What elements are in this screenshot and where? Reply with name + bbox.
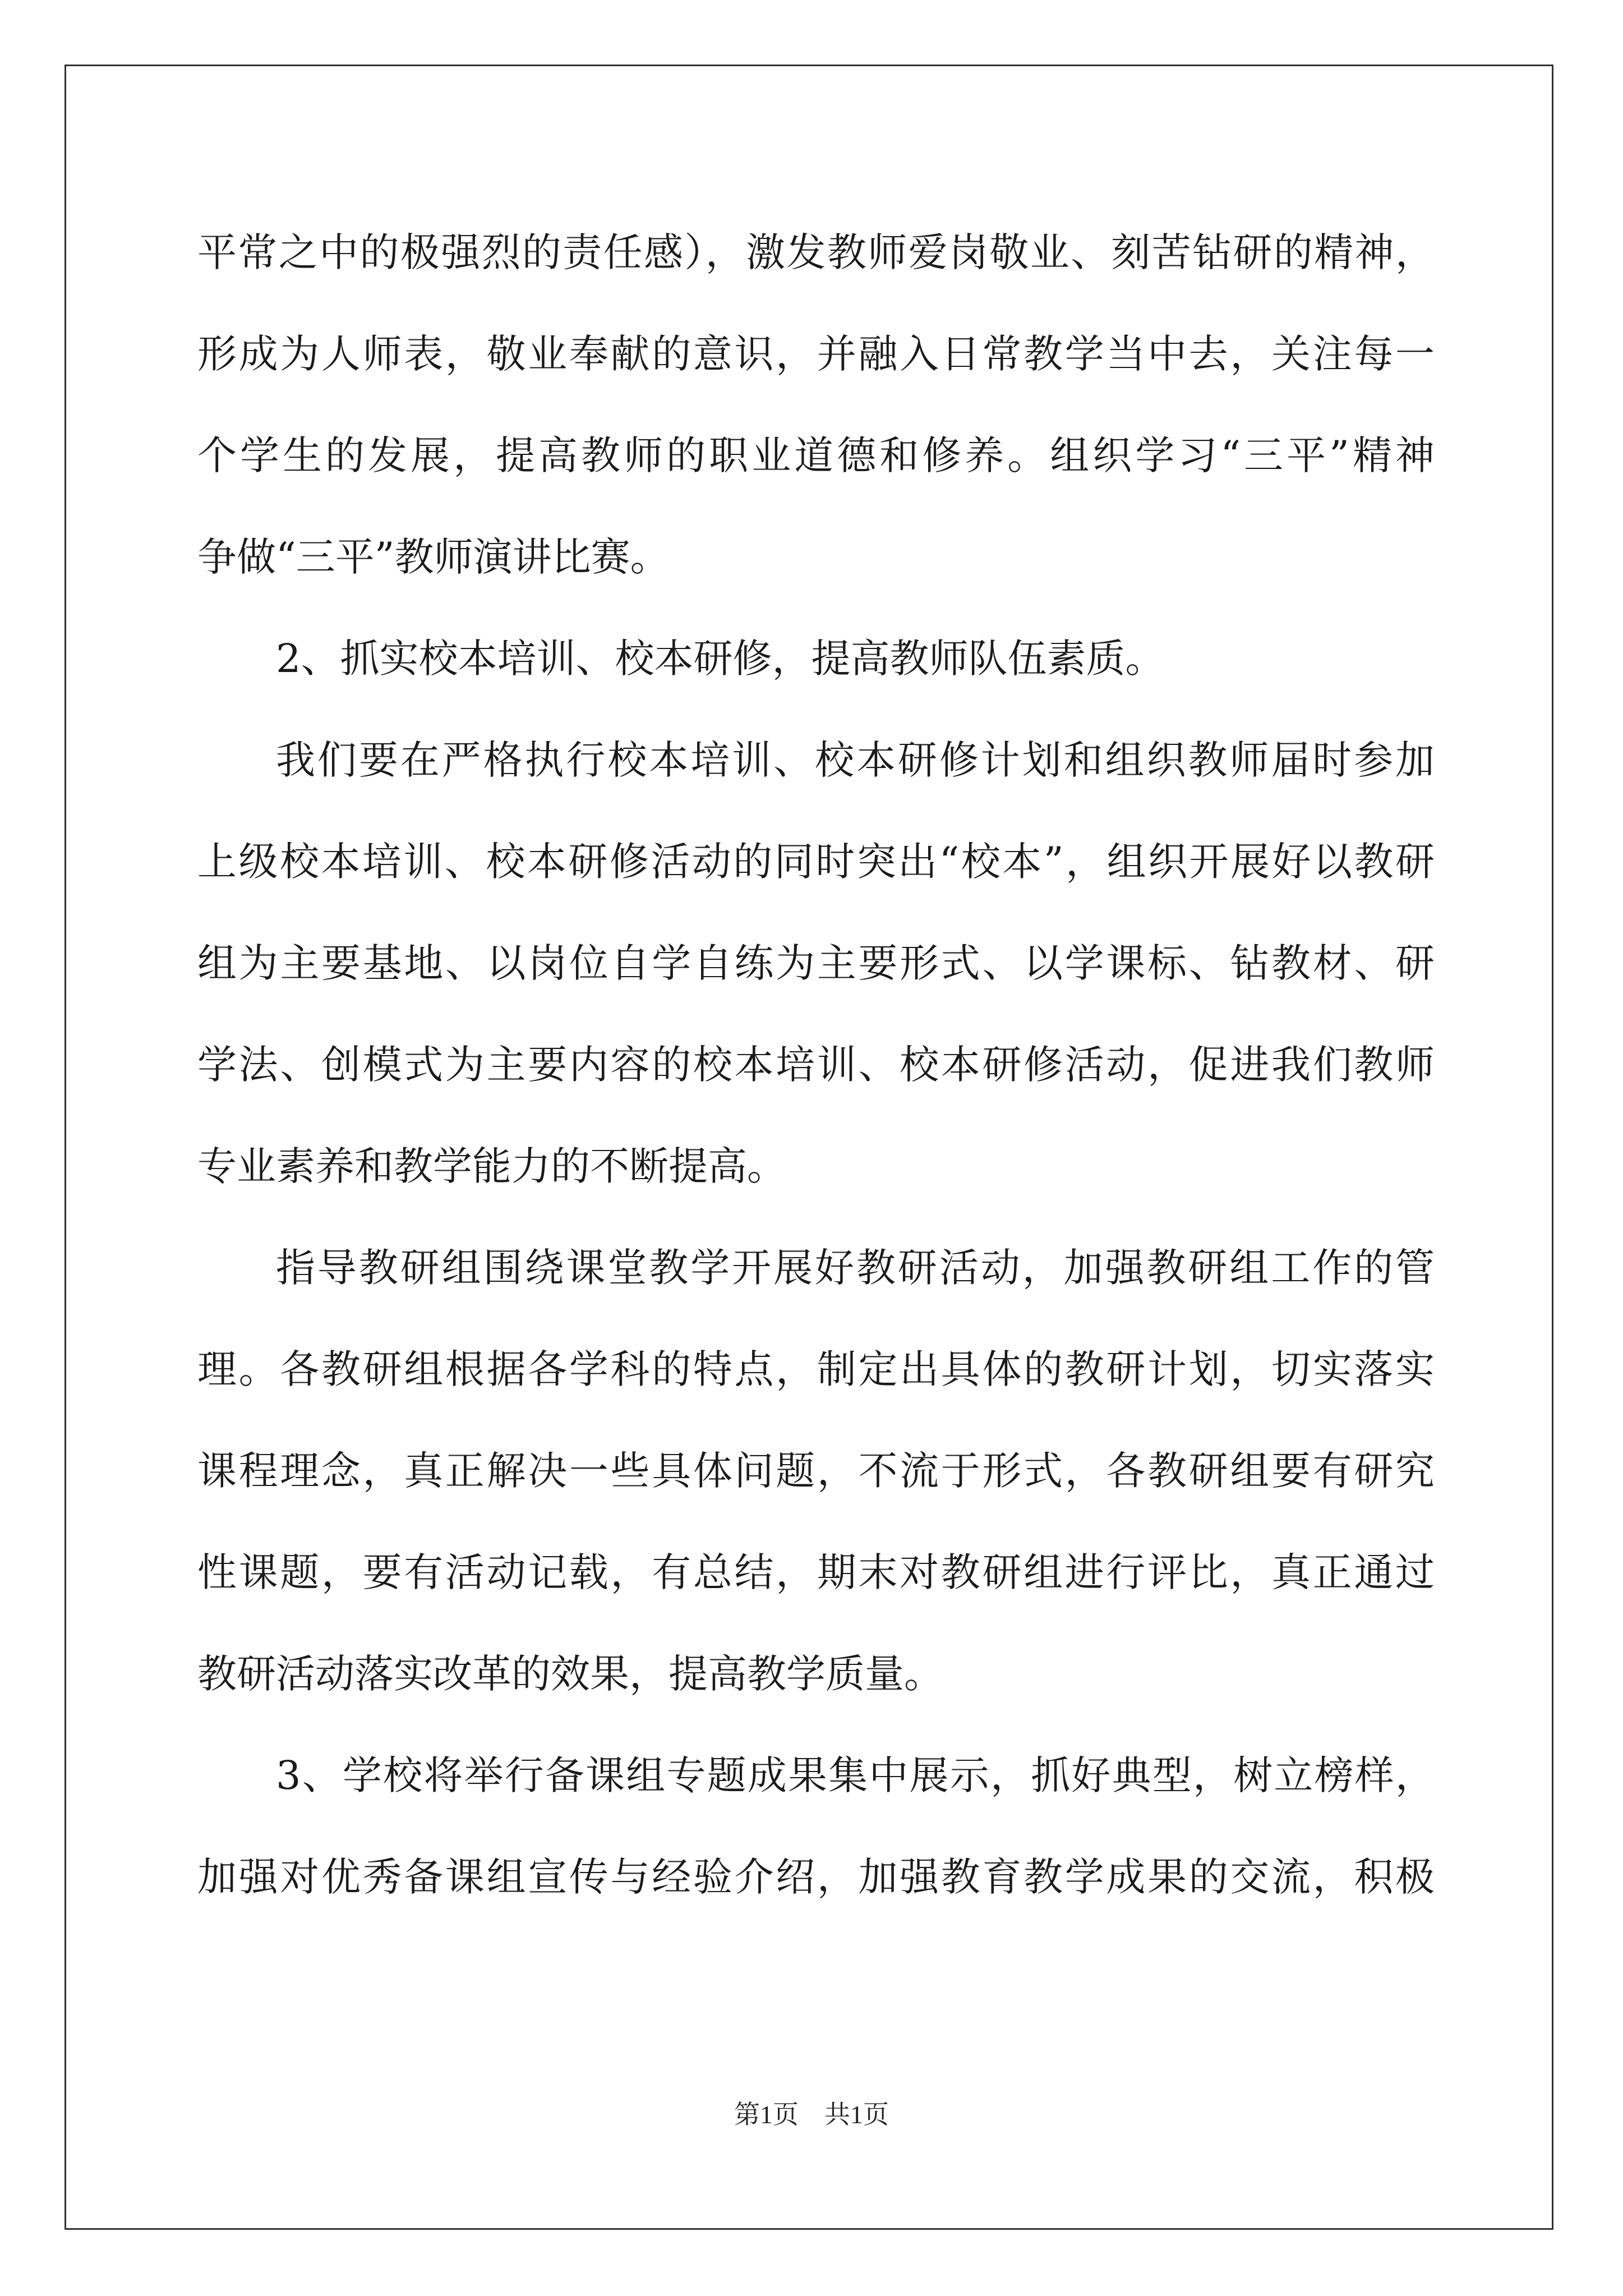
text-line: 课程理念，真正解决一些具体问题，不流于形式，各教研组要有研究	[197, 1448, 1435, 1494]
text-line: 理。各教研组根据各学科的特点，制定出具体的教研计划，切实落实	[197, 1346, 1435, 1392]
text-line: 学法、创模式为主要内容的校本培训、校本研修活动，促进我们教师	[197, 1042, 1435, 1088]
text-line: 性课题，要有活动记载，有总结，期末对教研组进行评比，真正通过	[197, 1549, 1435, 1595]
text-line: 个学生的发展，提高教师的职业道德和修养。组织学习“三平”精神	[197, 432, 1435, 478]
text-line: 加强对优秀备课组宣传与经验介绍，加强教育教学成果的交流，积极	[197, 1854, 1435, 1900]
section-heading: 2、抓实校本培训、校本研修，提高教师队伍素质。	[276, 636, 1165, 682]
page-number-footer: 第1页 共1页	[734, 2100, 889, 2129]
text-line: 争做“三平”教师演讲比赛。	[197, 534, 670, 580]
text-line: 3、学校将举行备课组专题成果集中展示，抓好典型，树立榜样，	[276, 1752, 1435, 1798]
text-line: 形成为人师表，敬业奉献的意识，并融入日常教学当中去，关注每一	[197, 331, 1435, 377]
text-line: 平常之中的极强烈的责任感），激发教师爱岗敬业、刻苦钻研的精神，	[197, 229, 1435, 275]
text-line: 教研活动落实改革的效果，提高教学质量。	[197, 1651, 943, 1697]
text-line: 上级校本培训、校本研修活动的同时突出“校本”，组织开展好以教研	[197, 839, 1435, 885]
text-line: 指导教研组围绕课堂教学开展好教研活动，加强教研组工作的管	[276, 1245, 1435, 1291]
text-line: 专业素养和教学能力的不断提高。	[197, 1143, 786, 1189]
text-line: 组为主要基地、以岗位自学自练为主要形式、以学课标、钻教材、研	[197, 940, 1435, 986]
text-line: 我们要在严格执行校本培训、校本研修计划和组织教师届时参加	[276, 737, 1435, 783]
